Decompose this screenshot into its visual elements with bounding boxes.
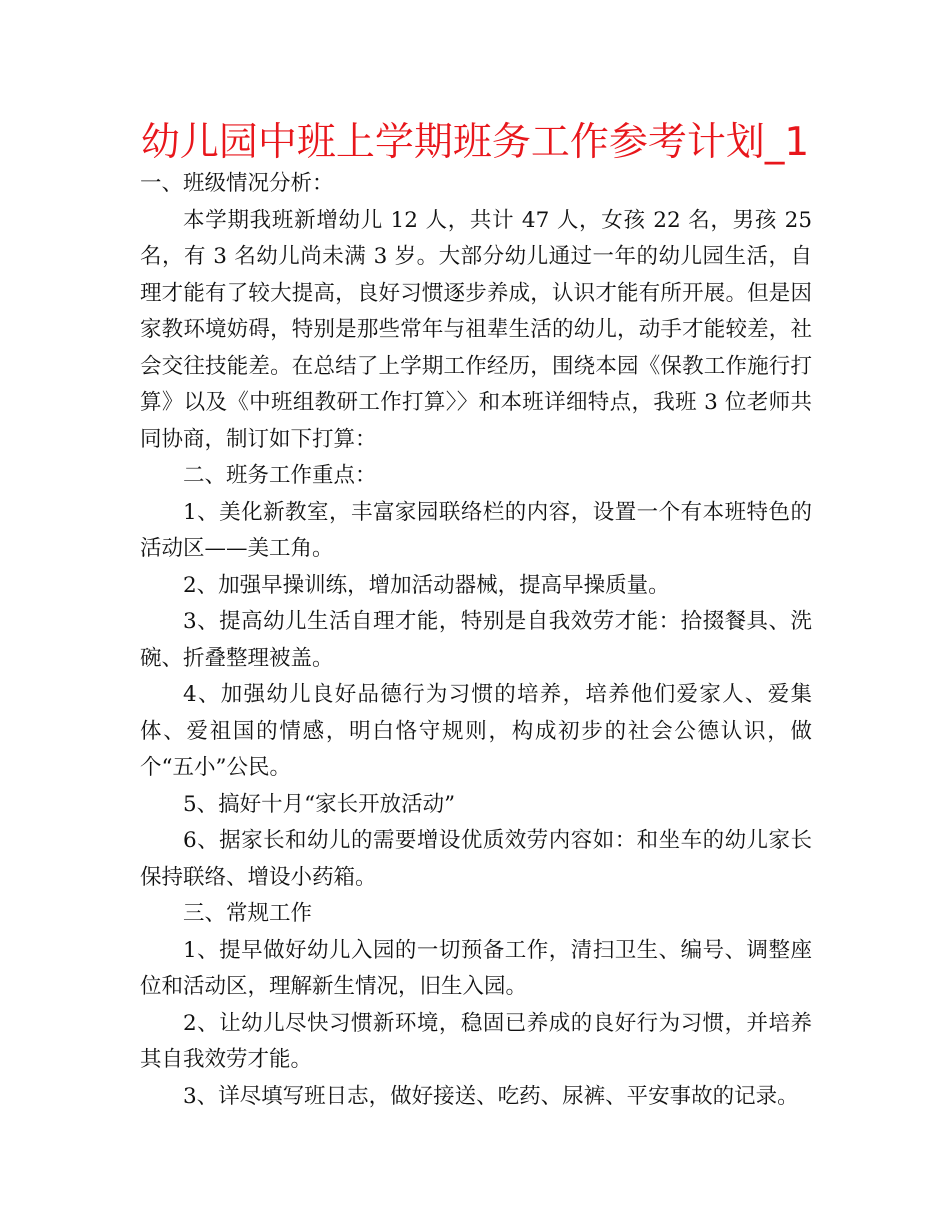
section-heading-key-tasks: 二、班务工作重点： [183,463,377,488]
list-item-routine-3: 3、详尽填写班日志，做好接送、吃药、尿裤、平安事故的记录。 [183,1083,799,1109]
list-item-routine-1: 1、提早做好幼儿入园的一切预备工作，清扫卫生、编号、调整座位和活动区，理解新生情况，旧生入园。 [140,937,812,999]
paragraph-class-analysis: 本学期我班新增幼儿 12 人，共计 47 人，女孩 22 名，男孩 25 名，有 3 名幼儿尚未满 3 岁。大部分幼儿通过一年的幼儿园生活，自理才能有了较大提高，良好习惯逐步养成，认识才能有所开展。但是因家教环境妨碍，特别是那些常年与祖辈生活的幼儿，动手才能较差，社会交往技能差。在总结了上学期工作经历，围绕本园《保教工作施行打算》以及《中班组教研工作打算〉〉和本班详细特点，我班 3 位老师共同协商，制订如下打算： [140,207,812,452]
list-item-key-task-4: 4、加强幼儿良好品德行为习惯的培养，培养他们爱家人、爱集体、爱祖国的情感，明白恪守规则，构成初步的社会公德认识，做个“五小”公民。 [140,682,812,780]
list-item-key-task-2: 2、加强早操训练，增加活动器械，提高早操质量。 [183,572,670,598]
list-item-key-task-5: 5、搞好十月“家长开放活动” [183,791,456,817]
document-title: 幼儿园中班上学期班务工作参考计划_1 [140,120,810,165]
list-item-key-task-1: 1、美化新教室，丰富家园联络栏的内容，设置一个有本班特色的活动区——美工角。 [140,499,812,561]
list-item-key-task-3: 3、提高幼儿生活自理才能，特别是自我效劳才能：拾掇餐具、洗碗、折叠整理被盖。 [140,609,812,671]
list-item-key-task-6: 6、据家长和幼儿的需要增设优质效劳内容如：和坐车的幼儿家长保持联络、增设小药箱。 [140,828,812,890]
section-heading-class-analysis: 一、班级情况分析： [140,171,334,196]
section-heading-routine-work: 三、常规工作 [183,901,313,926]
document-body [140,166,812,1115]
list-item-routine-2: 2、让幼儿尽快习惯新环境，稳固已养成的良好行为习惯，并培养其自我效劳才能。 [140,1010,812,1072]
